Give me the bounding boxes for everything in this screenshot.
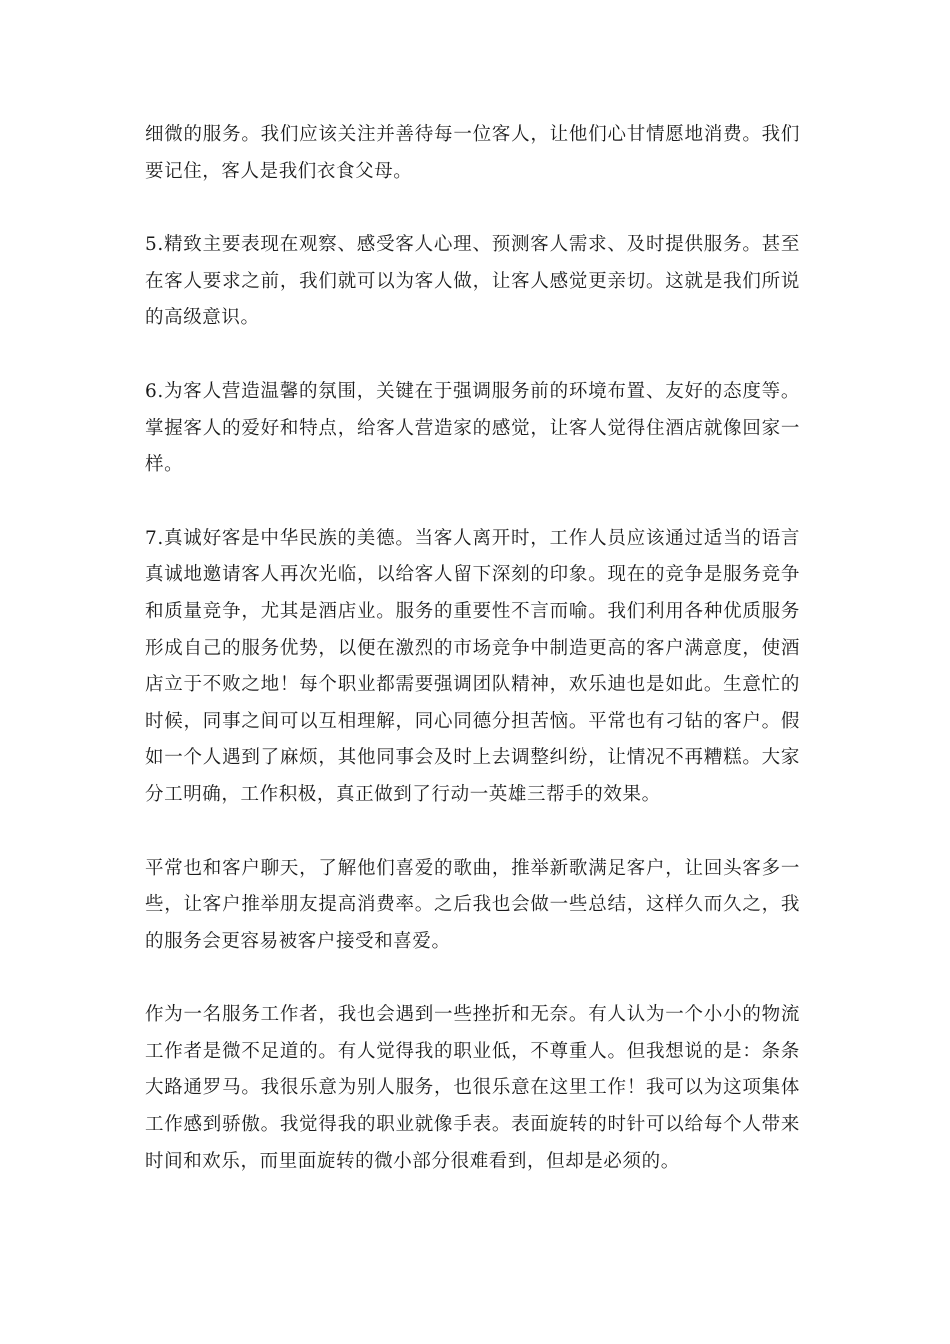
text-line: 掌握客人的爱好和特点，给客人营造家的感觉，让客人觉得住酒店就像回家一: [145, 417, 800, 439]
text-line: 时候，同事之间可以互相理解，同心同德分担苦恼。平常也有刁钻的客户。假: [145, 710, 800, 732]
document-body: [145, 117, 800, 1217]
paragraph-point-5: [145, 227, 800, 337]
text-line: 7.真诚好客是中华民族的美德。当客人离开时，工作人员应该通过适当的语言: [145, 527, 800, 549]
text-line: 分工明确，工作积极，真正做到了行动一英雄三帮手的效果。: [145, 783, 661, 805]
paragraph-customer-chat: [145, 851, 800, 961]
text-line: 店立于不败之地！每个职业都需要强调团队精神，欢乐迪也是如此。生意忙的: [145, 674, 800, 696]
paragraph-service-worker: [145, 997, 800, 1180]
text-line: 细微的服务。我们应该关注并善待每一位客人，让他们心甘情愿地消费。我们: [145, 124, 800, 145]
text-line: 的高级意识。: [145, 307, 260, 329]
paragraph-service-detail: [145, 117, 800, 190]
text-line: 真诚地邀请客人再次光临，以给客人留下深刻的印象。现在的竞争是服务竞争: [145, 564, 800, 586]
text-line: 的服务会更容易被客户接受和喜爱。: [145, 930, 451, 952]
text-line: 样。: [145, 454, 184, 476]
text-line: 形成自己的服务优势，以便在激烈的市场竞争中制造更高的客户满意度，使酒: [145, 637, 800, 659]
text-line: 要记住，客人是我们衣食父母。: [145, 160, 413, 182]
text-line: 工作感到骄傲。我觉得我的职业就像手表。表面旋转的时针可以给每个人带来: [145, 1114, 800, 1136]
paragraph-point-7: [145, 521, 800, 814]
text-line: 工作者是微不足道的。有人觉得我的职业低，不尊重人。但我想说的是：条条: [145, 1040, 800, 1062]
text-line: 5.精致主要表现在观察、感受客人心理、预测客人需求、及时提供服务。甚至: [145, 234, 800, 256]
text-line: 时间和欢乐，而里面旋转的微小部分很难看到，但却是必须的。: [145, 1150, 680, 1172]
text-line: 些，让客户推举朋友提高消费率。之后我也会做一些总结，这样久而久之，我: [145, 894, 800, 916]
text-line: 大路通罗马。我很乐意为别人服务，也很乐意在这里工作！我可以为这项集体: [145, 1077, 800, 1099]
paragraph-point-6: [145, 374, 800, 484]
text-line: 在客人要求之前，我们就可以为客人做，让客人感觉更亲切。这就是我们所说: [145, 270, 800, 292]
text-line: 作为一名服务工作者，我也会遇到一些挫折和无奈。有人认为一个小小的物流: [145, 1004, 800, 1026]
text-line: 如一个人遇到了麻烦，其他同事会及时上去调整纠纷，让情况不再糟糕。大家: [145, 747, 800, 769]
text-line: 平常也和客户聊天，了解他们喜爱的歌曲，推举新歌满足客户，让回头客多一: [145, 857, 800, 879]
text-line: 6.为客人营造温馨的氛围，关键在于强调服务前的环境布置、友好的态度等。: [145, 380, 800, 402]
text-line: 和质量竞争，尤其是酒店业。服务的重要性不言而喻。我们利用各种优质服务: [145, 600, 800, 622]
